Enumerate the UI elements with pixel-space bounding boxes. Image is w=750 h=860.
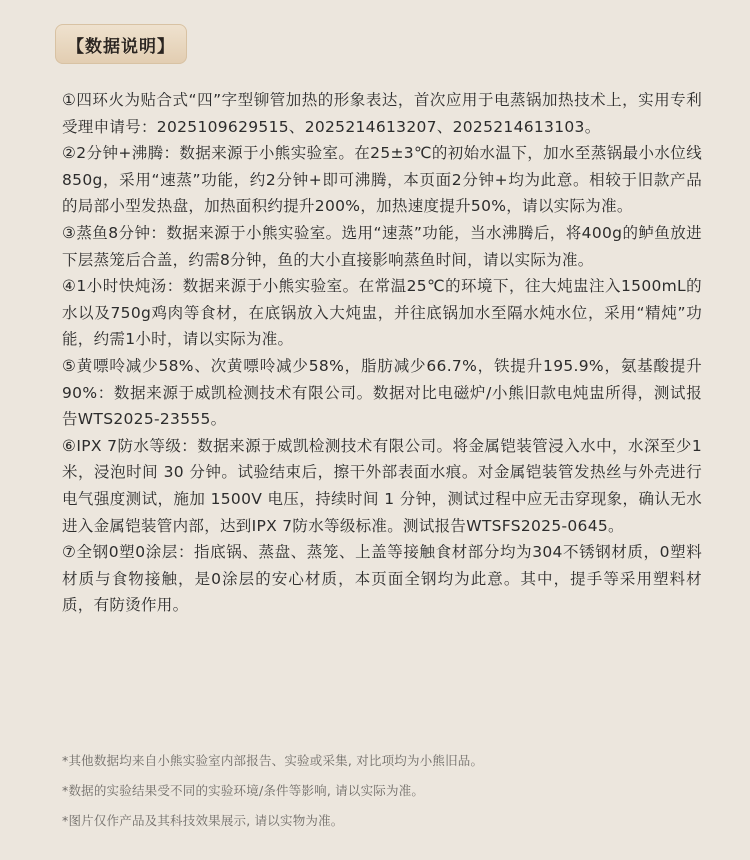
note-item-4: ④1小时快炖汤：数据来源于小熊实验室。在常温25℃的环境下，往大炖盅注入1500mL的水以及750g鸡肉等食材，在底锅放入大炖盅，并往底锅加水至隔水炖水位，采用“精炖”功能，约需1小时，请以实际为准。	[62, 277, 702, 349]
note-item-3: ③蒸鱼8分钟：数据来源于小熊实验室。选用“速蒸”功能，当水沸腾后，将400g的鲈鱼放进下层蒸笼后合盖，约需8分钟，鱼的大小直接影响蒸鱼时间，请以实际为准。	[62, 223, 702, 269]
section-badge: 【数据说明】	[55, 24, 187, 64]
footnotes	[62, 752, 702, 842]
footnote-1: *其他数据均来自小熊实验室内部报告、实验或采集, 对比项均为小熊旧品。	[62, 753, 484, 768]
note-item-7: ⑦全钢0塑0涂层：指底锅、蒸盘、蒸笼、上盖等接触食材部分均为304不锈钢材质，0塑料材质与食物接触，是0涂层的安心材质，本页面全钢均为此意。其中，提手等采用塑料材质，有防烫作用。	[62, 543, 702, 615]
note-item-5: ⑤黄嘌呤减少58%、次黄嘌呤减少58%，脂肪减少66.7%，铁提升195.9%，氨基酸提升90%：数据来源于威凯检测技术有限公司。数据对比电磁炉/小熊旧款电炖盅所得，测试报告WTS2025-23555。	[62, 356, 702, 429]
notes-list	[62, 87, 702, 619]
note-item-2: ②2分钟+沸腾：数据来源于小熊实验室。在25±3℃的初始水温下，加水至蒸锅最小水位线850g，采用“速蒸”功能，约2分钟+即可沸腾，本页面2分钟+均为此意。相较于旧款产品的局部小型发热盘，加热面积约提升200%，加热速度提升50%，请以实际为准。	[62, 144, 702, 216]
footnote-3: *图片仅作产品及其科技效果展示, 请以实物为准。	[62, 813, 344, 828]
footnote-2: *数据的实验结果受不同的实验环境/条件等影响, 请以实际为准。	[62, 783, 425, 798]
note-item-6: ⑥IPX 7防水等级：数据来源于威凯检测技术有限公司。将金属铠装管浸入水中，水深至少1米，浸泡时间 30 分钟。试验结束后，擦干外部表面水痕。对金属铠装管发热丝与外壳进行电气强度测试，施加 1500V 电压，持续时间 1 分钟，测试过程中应无击穿现象，确认无水进入金属铠装管内部，达到IPX 7防水等级标准。测试报告WTSFS2025-0645。	[62, 436, 702, 535]
note-item-1: ①四环火为贴合式“四”字型铆管加热的形象表达，首次应用于电蒸锅加热技术上，实用专利受理申请号：2025109629515、2025214613207、2025214613103。	[62, 91, 702, 136]
